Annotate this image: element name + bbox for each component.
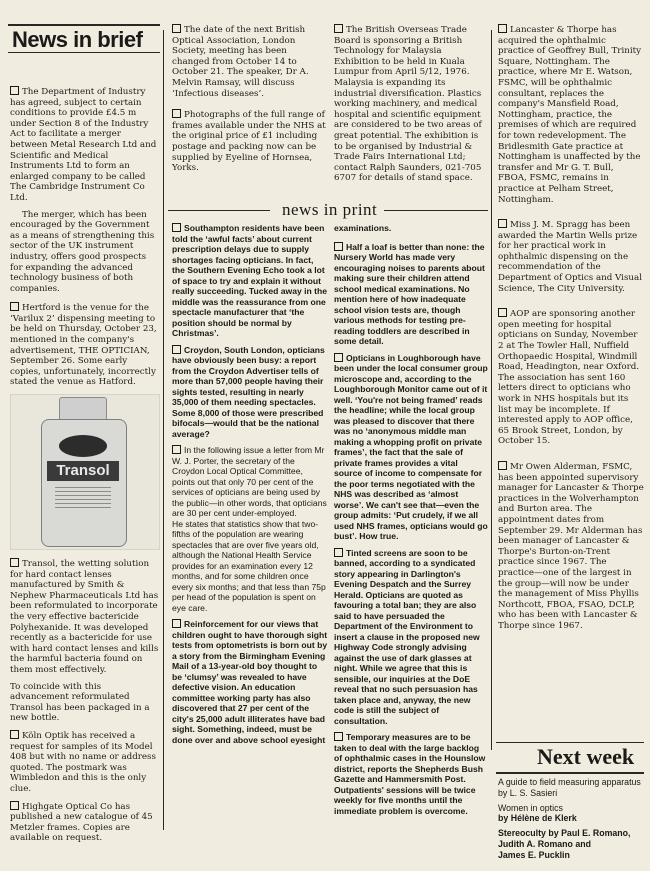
print-item-birmingham: Reinforcement for our views that children ought to have thorough sight tests from optometrists is born out by a story from the Birmingham Evening Mail of a 13-year-old boy thought to be ‘clumsy’ was revealed to have defective vision. An education committee working party has also discovered that 27 per cent of the city's 25,000 adult illiterates have bad sight. Something, indeed, must be done over and above school eyesight <box>172 619 328 745</box>
checkbox-bullet-icon <box>10 86 19 95</box>
checkbox-bullet-icon <box>498 24 507 33</box>
transol-bottle-photo <box>10 394 160 550</box>
brief-item-spragg: Miss J. M. Spragg has been awarded the Martin Wells prize for her practical work in ophthalmic dispensing on the recommendation of the Department of Optics and Visual Science, The City University. <box>498 220 642 294</box>
news-in-print-rule-right <box>384 210 488 211</box>
brief-item-4: Köln Optik has received a request for samples of its Model 408 but with no name or address quoted. The postmark was Wimbledon and this is the only clue. <box>10 730 156 794</box>
print-item-porter-b: He states that statistics show that two-fifths of the population are wearing spectacles that are over five years old, although the National Health Service provides for an examination every 12 months, and for some children once every six months; and that less than 75p per head of the population is spent on eye care. <box>172 518 326 613</box>
brief-item-1b: The merger, which has been encouraged by the Government as a means of strengthening this sector of the UK instrument industry, offers good prospects for expanding the advanced technology business of both companies. <box>10 209 155 294</box>
bottle-label: Transol <box>56 462 110 480</box>
brief-item-lancaster: Lancaster & Thorpe has acquired the ophthalmic practice of Geoffrey Bull, Trinity Square, Nottingham. The practice, where Mr E. Watson, FSMC, will be ophthalmic consultant, replaces the company's Mansfield Road, Nottingham, practice, the premises of which are required for town redevelopment. The Bridlesmith Gate practice at Nottingham is unaffected by the transfer and Mr G. T. Bull, FBOA, FSMC, remains in practice at Pelham Street, Nottingham. <box>498 25 642 205</box>
checkbox-bullet-icon <box>10 558 19 567</box>
checkbox-bullet-icon <box>10 730 19 739</box>
bottle-small-text <box>55 487 111 509</box>
brief-item-alderman: Mr Owen Alderman, FSMC, has been appointed supervisory manager for Lancaster & Thorpe practices in the Wolverhampton and Burton area. The appointment dates from September 29. Mr Alderman has been manager of Lancaster & Thorpe's Burton-on-Trent practice since 1967. The practice—one of the largest in the group—will now be under the management of Miss Phyllis Northcott, FBOA, FSAO, DCLP, who has been with Lancaster & Thorpe since 1967. <box>498 461 644 631</box>
next-week-list <box>498 777 644 861</box>
print-item-hounslow: Temporary measures are to be taken to deal with the large backlog of ophthalmic cases in the Hounslow district, reports the Shepherds Bush Gazette and Hammersmith Post. Outpatients' sessions will be twice weekly for five months until the immediate problem is overcome. <box>334 732 486 816</box>
next-week-item-2b: by Hélène de Klerk <box>498 813 577 824</box>
print-item-southampton: Southampton residents have been told the ‘awful facts’ about current prescription delays due to supply shortages facing opticians. In fact, the Southern Evening Echo took a lot of space to try and explain it without really succeeding. Tucked away in the middle was the reassurance from one spectacle manufacturer that ‘the position should be normal by Christmas’. <box>172 223 328 338</box>
checkbox-bullet-icon <box>334 548 343 557</box>
column-2-print <box>172 223 328 751</box>
print-item-porter: In the following issue a letter from Mr W. J. Porter, the secretary of the Croydon Local Optical Committee, points out that only 70 per cent of the services of opticians are being used by the public—in other words, that opticians are 30 per cent under-employed. <box>172 445 327 518</box>
checkbox-bullet-icon <box>498 219 507 228</box>
column-news-in-brief <box>10 86 160 850</box>
brief-item-1: The Department of Industry has agreed, subject to certain conditions to provide £4.5 m under Section 8 of the Industry Act to facilitate a merger between Metal Research Ltd and Scientific and Medical Instruments Ltd to form an enlarged company to be called The Cambridge Instrument Co Ltd. <box>10 87 157 203</box>
next-week-item-3c: James E. Pucklin <box>498 849 570 860</box>
checkbox-bullet-icon <box>172 445 181 454</box>
brief-item-3: Transol, the wetting solution for hard contact lenses manufactured by Smith & Nephew Pharmaceuticals Ltd has been reformulated to incorporate the very effective bactericide Polyhexanide. It was developed recently as a bactericide for use with hard contact lenses and kills the harmful bacteria found on them most effectively. <box>10 559 159 675</box>
print-item-loughborough: Opticians in Loughborough have been under the local consumer group microscope and, according to the Loughborough Monitor came out of it well. ‘You're not being framed’ reads the headline; while the local group was pleased to discover that there was no ‘anonymous middle man making a whopping profit on private frames’, the fact that the sale of private frames provides a vital source of income to compensate for the poor terms negotiated with the NHS was described as ‘almost worse’. We can't see that—even the group admits: ‘Put crudely, if we all used NHS frames, opticians would go bust’. How true. <box>334 352 488 541</box>
checkbox-bullet-icon <box>10 302 19 311</box>
next-week-rule-bottom <box>496 772 644 774</box>
checkbox-bullet-icon <box>172 345 181 354</box>
brief-item-5: Highgate Optical Co has published a new catalogue of 45 Metzler frames. Copies are available on request. <box>10 801 153 844</box>
checkbox-bullet-icon <box>334 242 343 251</box>
checkbox-bullet-icon <box>172 109 181 118</box>
checkbox-bullet-icon <box>498 308 507 317</box>
news-in-print-rule-left <box>168 210 270 211</box>
checkbox-bullet-icon <box>10 801 19 810</box>
checkbox-bullet-icon <box>334 732 343 741</box>
next-week-item-1: A guide to field measuring apparatus by L. S. Sasieri <box>498 777 641 798</box>
news-in-print-heading: news in print <box>282 200 378 219</box>
checkbox-bullet-icon <box>334 24 343 33</box>
column-4 <box>498 24 644 637</box>
checkbox-bullet-icon <box>172 619 181 628</box>
next-week-item-3b: Judith A. Romano and <box>498 838 592 849</box>
print-item-nursery: Half a loaf is better than none: the Nursery World has made very encouraging noises to parents about making sure their children attend school medical examinations. No mention here of how inadequate school vision tests are, though various methods for testing pre-reading toddlers are described in some detail. <box>334 241 485 346</box>
col-divider-2 <box>491 30 492 750</box>
checkbox-bullet-icon <box>498 461 507 470</box>
print-item-continued: examinations. <box>334 223 392 233</box>
next-week-item-2a: Women in optics <box>498 802 563 813</box>
brief-item-trade-board: The British Overseas Trade Board is sponsoring a British Technology for Malaysia Exhibition to be held in Kuala Lumpur from April 5/12, 1976. Malaysia is expanding its industrial diversification. Plastics working machinery, and medical hospital and scientific equipment are considered to be two areas of great potential. The exhibition is to be organised by Industrial & Trade Fairs International Ltd; contact Ralph Saunders, 021-705 6707 for details of stand space. <box>334 25 482 184</box>
column-3-top <box>334 24 488 190</box>
news-in-brief-heading: News in brief <box>12 27 143 52</box>
checkbox-bullet-icon <box>172 223 181 232</box>
next-week-item-3a: Stereoculty by Paul E. Romano, <box>498 828 631 839</box>
next-week-heading: Next week <box>537 744 635 769</box>
brief-item-3b: To coincide with this advancement reformulated Transol has been packaged in a new bottle. <box>10 681 150 724</box>
checkbox-bullet-icon <box>334 353 343 362</box>
top-rule-left <box>8 24 160 26</box>
print-item-croydon: Croydon, South London, opticians have obviously been busy: a report from the Croydon Advertiser tells of more than 57,000 people having their sights tested, resulting in nearly 35,000 of them needing spectacles. Some 8,000 of those were prescribed bifocals—would that be the national average? <box>172 344 325 439</box>
print-item-tinted: Tinted screens are soon to be banned, according to a syndicated story appearing in Darlington's Evening Despatch and the Surrey Herald. Opticians are quoted as favouring a total ban; they are also said to have persuaded the Department of the Environment to insert a clause in the proposed new Highway Code strongly advising against the use of dark glasses at night. While we agree that this is sensible, our inquiries at the DoE reveal that no such persuasion has taken place and, anyway, the new code is still the subject of consultation. <box>334 547 480 726</box>
next-week-rule-top <box>496 742 644 743</box>
brief-item-aop: AOP are sponsoring another open meeting for hospital opticians on Sunday, November 2 at The Towler Hall, Nuffield Orthopaedic Hospital, Windmill Road, Headington, near Oxford. The association has sent 160 letters direct to opticians who work in NHS hospitals but its list may be incomplete. If interested apply to AOP office, 65 Brook Street, London, by October 15. <box>498 309 640 447</box>
brief-item-bao: The date of the next British Optical Association, London Society, meeting has been changed from October 14 to October 21. The speaker, Dr A. Melvin Ramsay, will discuss ‘Infectious diseases’. <box>172 25 309 99</box>
column-3-print <box>334 223 488 822</box>
checkbox-bullet-icon <box>172 24 181 33</box>
column-2-top <box>172 24 326 180</box>
brief-item-2: Hertford is the venue for the ‘Varilux 2’ dispensing meeting to be held on Thursday, October 23, mentioned in the company's advertisement, THE OPTICIAN, September 26. Some early copies, unfortunately, incorrectly stated the venue as Hatford. <box>10 303 157 388</box>
brief-item-eyeline: Photographs of the full range of frames available under the NHS at the original price of £1 including postage and packing now can be supplied by Eyeline of Hornsea, Yorks. <box>172 110 326 174</box>
col-divider-1 <box>163 30 164 830</box>
bottle-eye-icon <box>59 435 107 457</box>
